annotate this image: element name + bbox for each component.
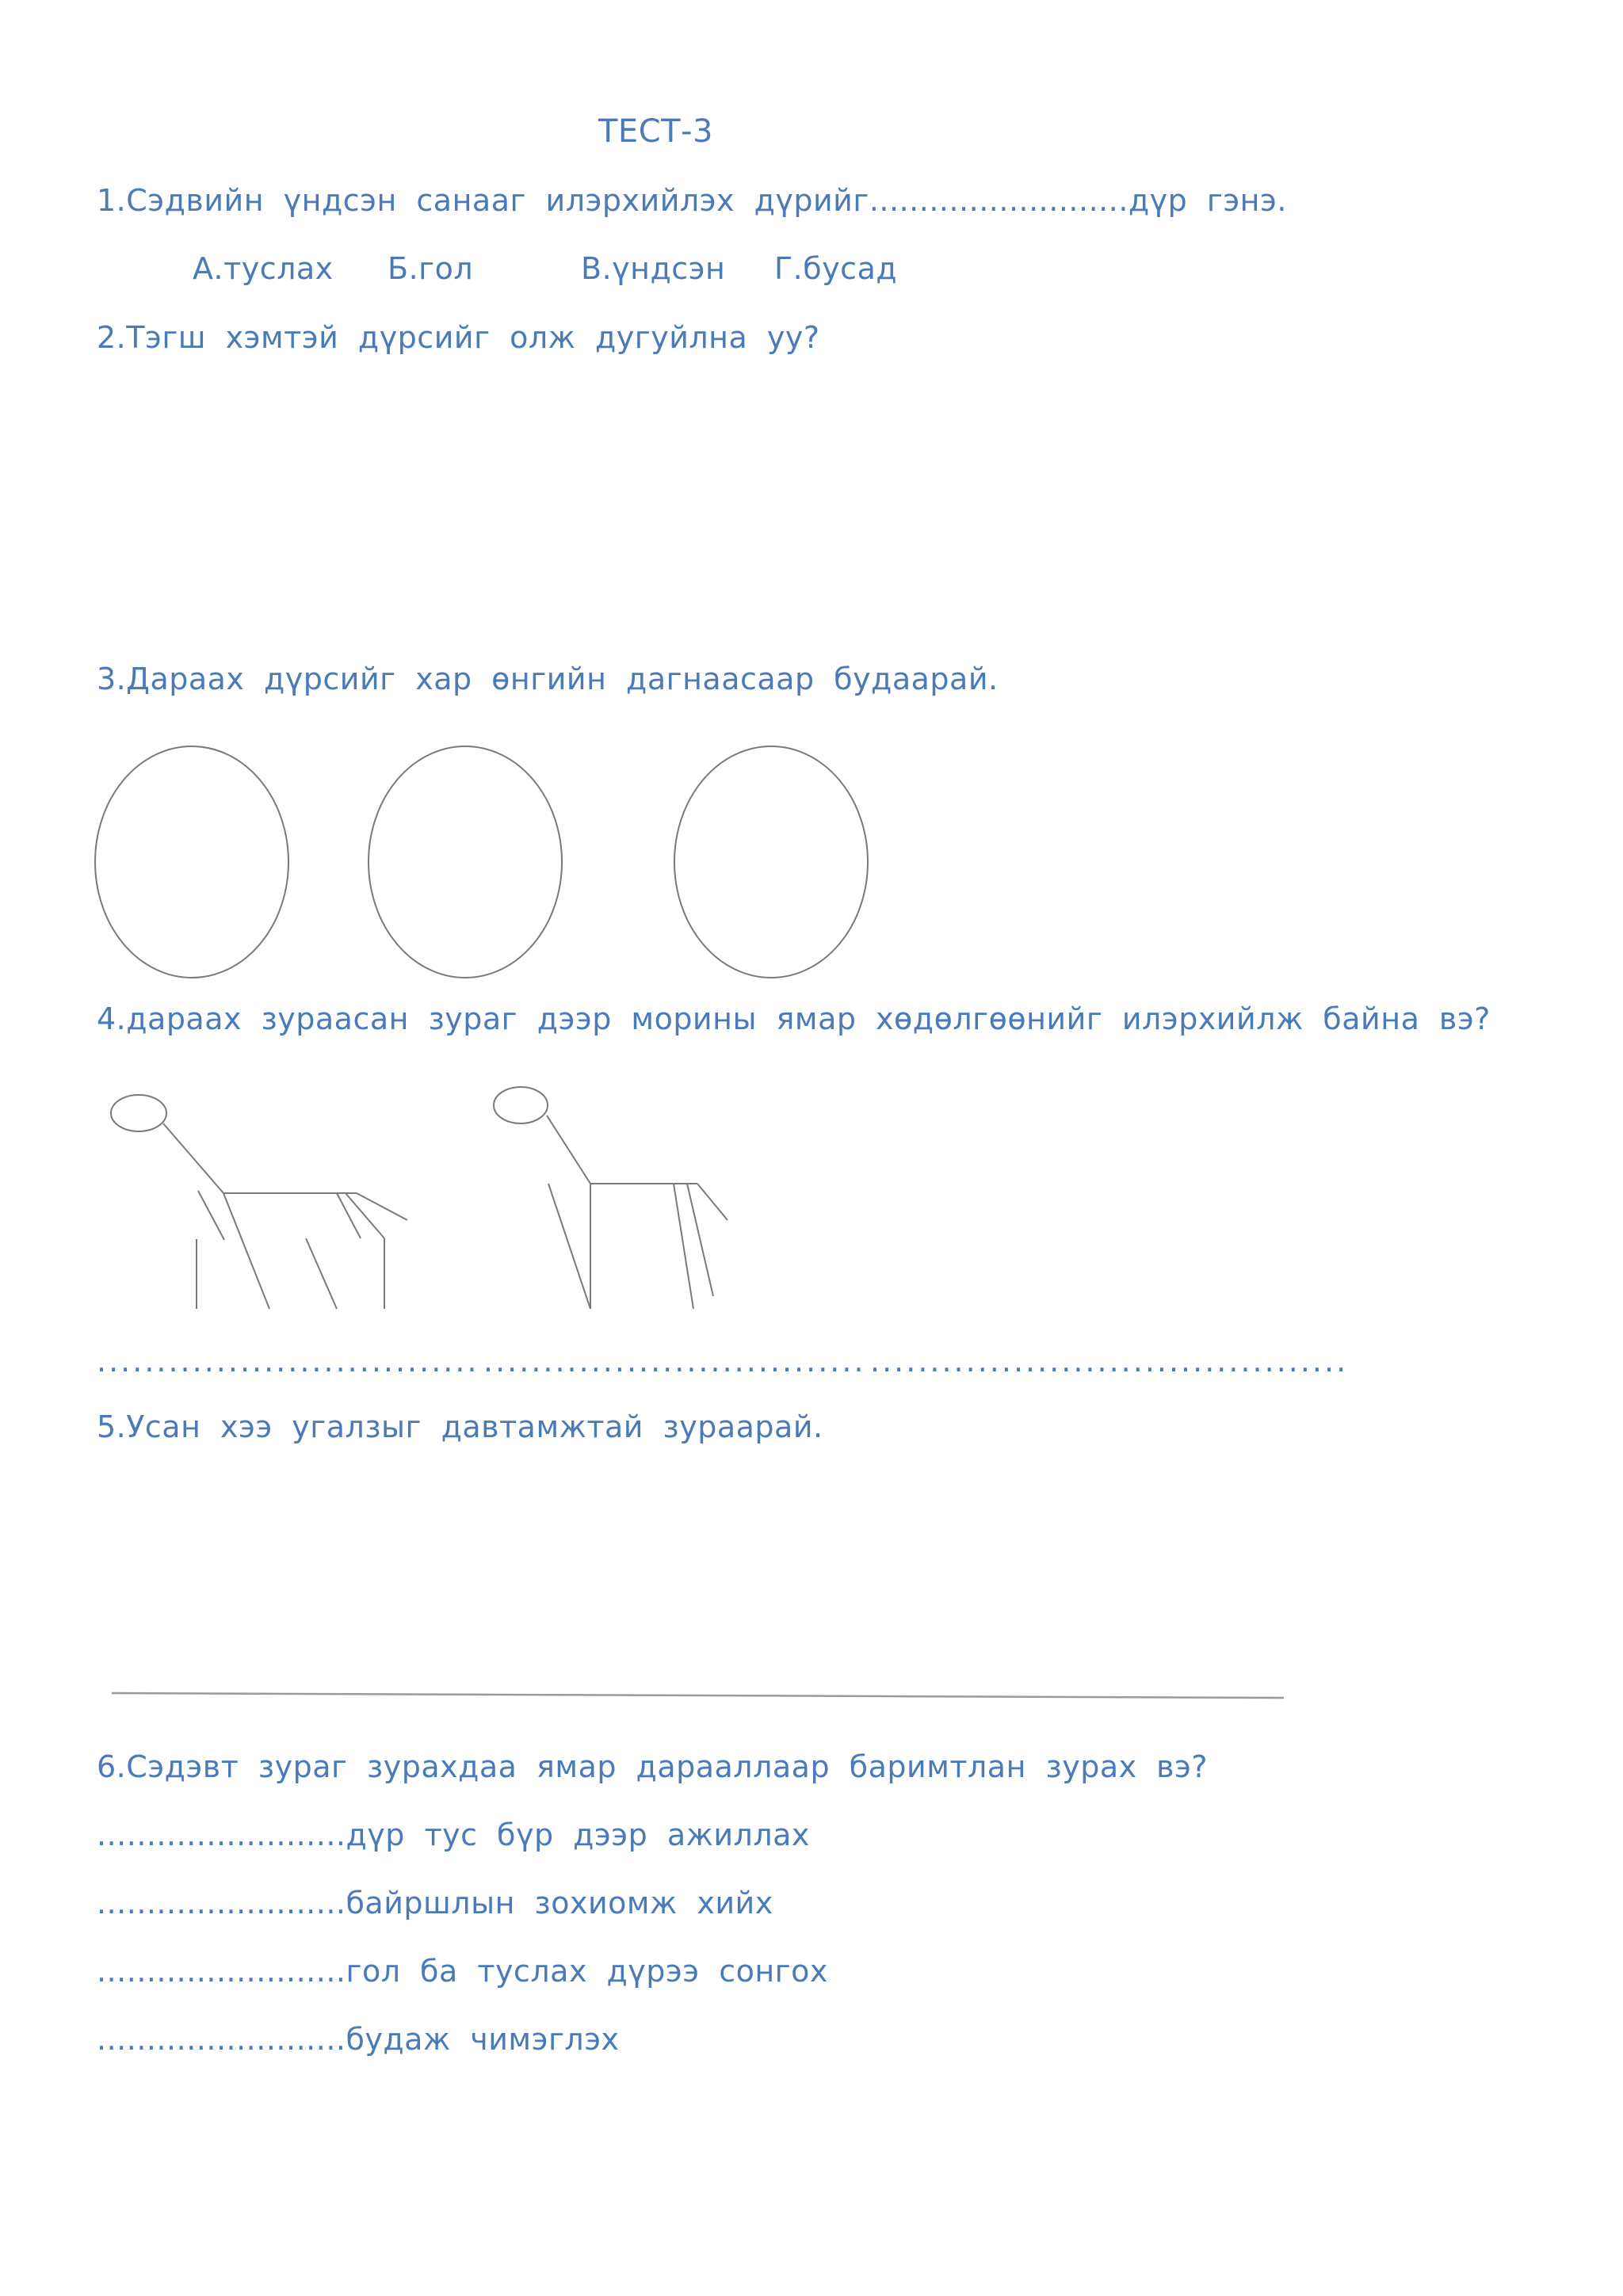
question-3-text: 3.Дараах дүрсийг хар өнгийн дагнаасаар будаарай. xyxy=(97,662,999,696)
answer-blank-2: ................................ xyxy=(483,1344,866,1379)
question-6-item-2: .........................байршлын зохиомж хийх xyxy=(97,1886,773,1920)
question-6-text: 6.Сэдэвт зураг зурахдаа ямар дарааллаар баримтлан зурах вэ? xyxy=(97,1749,1209,1784)
answer-blank-1: ................................ xyxy=(97,1344,479,1379)
question-6-item-4: .........................будаж чимэглэх xyxy=(97,2022,620,2057)
question-6-item-3: .........................гол ба туслах дүрээ сонгох xyxy=(97,1954,828,1989)
question-1-option-d: Г.бусад xyxy=(774,251,898,286)
stick-horse-drawing xyxy=(111,1095,407,1309)
question-5-text: 5.Усан хээ угалзыг давтамжтай зураарай. xyxy=(97,1409,823,1444)
question-4-text: 4.дараах зураасан зураг дээр морины ямар хөдөлгөөнийг илэрхийлж байна вэ? xyxy=(97,1001,1491,1036)
question-6-item-1: .........................дүр тус бүр дээр ажиллах xyxy=(97,1817,810,1852)
question-1-option-a: А.туслах xyxy=(193,251,334,286)
oval-shape xyxy=(369,746,562,978)
page-title: ТЕСТ-3 xyxy=(598,113,713,150)
oval-shape xyxy=(674,746,868,978)
question-1-text: 1.Сэдвийн үндсэн санааг илэрхийлэх дүрийг..........................дүр гэнэ. xyxy=(97,183,1287,218)
drawing-area-separator xyxy=(112,1693,1284,1698)
stick-horse-drawing xyxy=(494,1087,727,1309)
oval-shape xyxy=(95,746,288,978)
question-1-option-b: Б.гол xyxy=(388,251,474,286)
oval-shapes xyxy=(95,746,868,978)
question-2-text: 2.Тэгш хэмтэй дүрсийг олж дугуйлна уу? xyxy=(97,320,820,355)
answer-blank-3: ........................................ xyxy=(870,1344,1349,1379)
question-1-option-c: В.үндсэн xyxy=(581,251,726,286)
